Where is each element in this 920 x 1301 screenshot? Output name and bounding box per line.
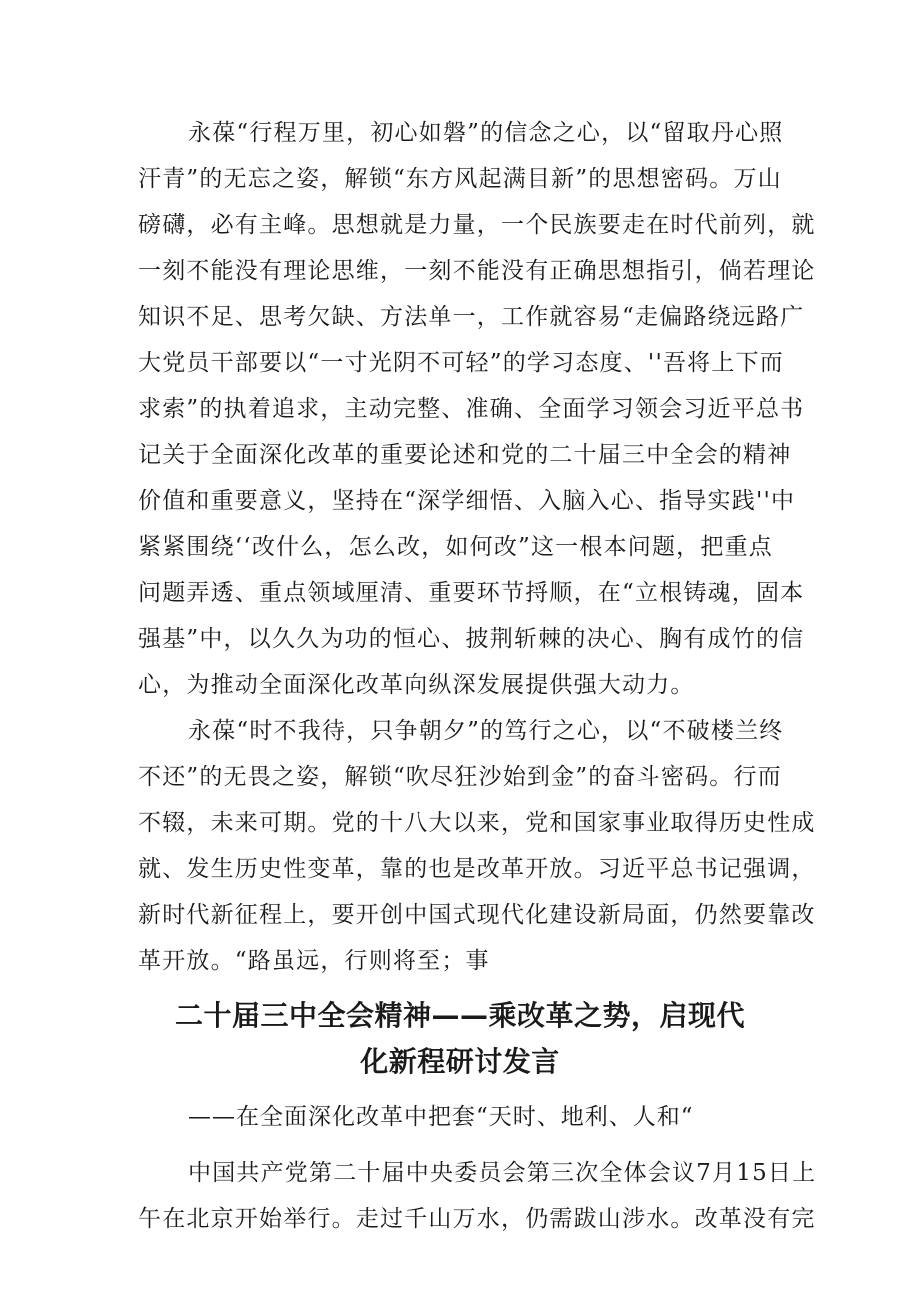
paragraph-1-line: 磅礴，必有主峰。思想就是力量，一个民族要走在时代前列，就 <box>138 212 816 238</box>
paragraph-1-line: 心，为推动全面深化改革向纵深发展提供强大动力。 <box>138 672 695 698</box>
paragraph-2-line: 就、发生历史性变革，靠的也是改革开放。习近平总书记强调， <box>138 856 816 882</box>
paragraph-1-line: 汗青”的无忘之姿，解锁“东方风起满目新”的思想密码。万山 <box>138 166 782 192</box>
paragraph-1-line: 求索”的执着追求，主动完整、准确、全面学习领会习近平总书 <box>138 396 805 422</box>
paragraph-2-line: 不辍，未来可期。党的十八大以来，党和国家事业取得历史性成 <box>138 810 816 836</box>
paragraph-1-line: 强基”中，以久久为功的恒心、披荆斩棘的决心、胸有成竹的信 <box>138 626 805 652</box>
paragraph-1-line: 永葆“行程万里，初心如磐”的信念之心，以“留取丹心照 <box>188 120 784 146</box>
paragraph-1-line: 问题弄透、重点领域厘清、重要环节捋顺，在“立根铸魂，固本 <box>138 580 805 606</box>
paragraph-1-line: 紧紧围绕‘‘改什么，怎么改，如何改”这一根本问题，把重点 <box>138 534 773 560</box>
article-title-line-2: 化新程研讨发言 <box>360 1045 560 1078</box>
paragraph-1-line: 一刻不能没有理论思维，一刻不能没有正确思想指引，倘若理论 <box>138 258 816 284</box>
paragraph-2-line: 革开放。“路虽远，行则将至；事 <box>138 948 490 974</box>
article-title-line-1: 二十届三中全会精神——乘改革之势，启现代 <box>174 999 745 1032</box>
paragraph-2-line: 新时代新征程上，要开创中国式现代化建设新局面，仍然要靠改 <box>138 902 816 928</box>
paragraph-2-line: 永葆“时不我待，只争朝夕”的笃行之心，以“不破楼兰终 <box>188 718 784 744</box>
paragraph-1-line: 大党员干部要以“一寸光阴不可轻”的学习态度、''吾将上下而 <box>138 350 784 376</box>
paragraph-2-line: 不还”的无畏之姿，解锁“吹尽狂沙始到金”的奋斗密码。行而 <box>138 764 782 790</box>
article-subtitle: ——在全面深化改革中把套“天时、地利、人和“ <box>188 1104 694 1130</box>
paragraph-3-line: 中国共产党第二十届中央委员会第三次全体会议7月15日上 <box>188 1160 817 1186</box>
paragraph-1-line: 价值和重要意义，坚持在“深学细悟、入脑入心、指导实践''中 <box>138 488 796 514</box>
paragraph-1-line: 知识不足、思考欠缺、方法单一，工作就容易“走偏路绕远路广 <box>138 304 805 330</box>
paragraph-1-line: 记关于全面深化改革的重要论述和党的二十届三中全会的精神 <box>138 442 792 468</box>
paragraph-3-line: 午在北京开始举行。走过千山万水，仍需跋山涉水。改革没有完 <box>138 1206 816 1232</box>
